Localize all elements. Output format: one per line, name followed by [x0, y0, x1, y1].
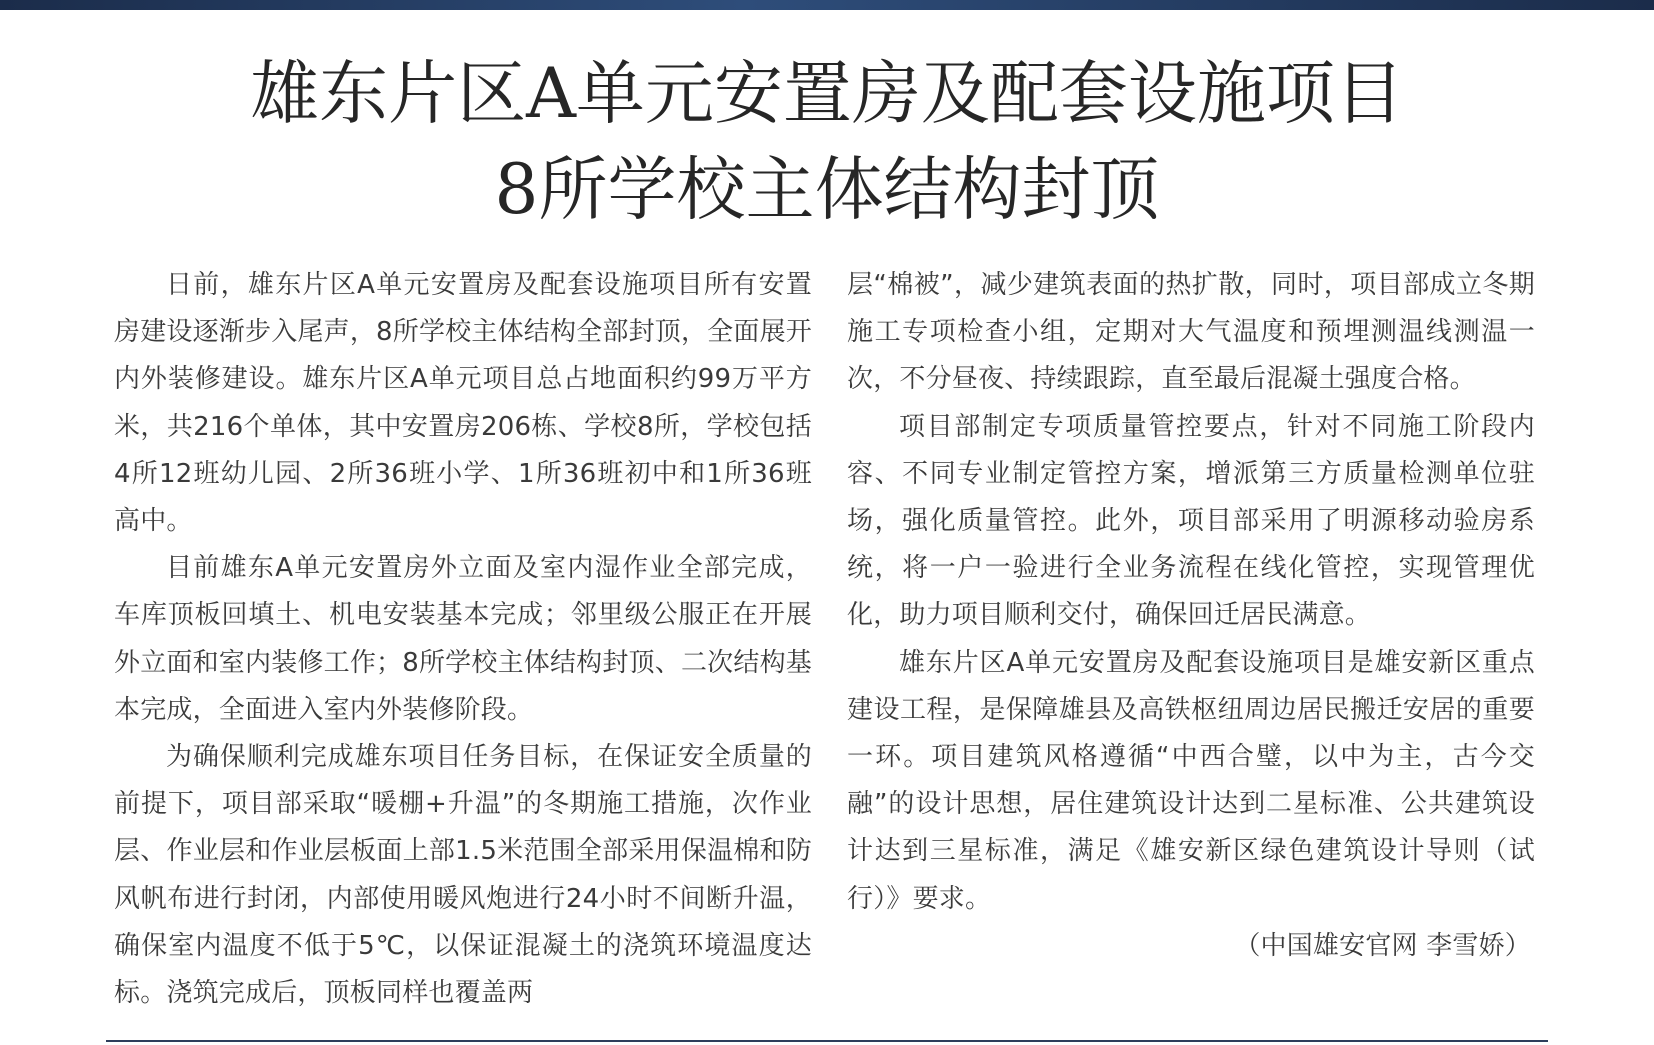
article-right-column	[847, 262, 1535, 970]
paragraph-quality-control: 项目部制定专项质量管控要点，针对不同施工阶段内容、不同专业制定管控方案，增派第三方质量检测单位驻场，强化质量管控。此外，项目部采用了明源移动验房系统，将一户一验进行全业务流程在线化管控，实现管理优化，助力项目顺利交付，确保回迁居民满意。	[847, 411, 1535, 631]
article-byline: （中国雄安官网 李雪娇）	[1234, 930, 1531, 961]
bottom-divider	[106, 1040, 1548, 1042]
paragraph-progress: 目前雄东A单元安置房外立面及室内湿作业全部完成，车库顶板回填土、机电安装基本完成；邻里级公服正在开展外立面和室内装修工作；8所学校主体结构封顶、二次结构基本完成，全面进入室内外装修阶段。	[114, 553, 812, 725]
article-title-line-2: 8所学校主体结构封顶	[494, 150, 1160, 230]
paragraph-project-significance: 雄东片区A单元安置房及配套设施项目是雄安新区重点建设工程，是保障雄县及高铁枢纽周边居民搬迁安居的重要一环。项目建筑风格遵循“中西合璧，以中为主，古今交融”的设计思想，居住建筑设计达到二星标准、公共建筑设计达到三星标准，满足《雄安新区绿色建筑设计导则（试行）》要求。	[847, 647, 1535, 914]
article-left-column	[114, 262, 812, 1017]
article-title-line-1: 雄东片区A单元安置房及配套设施项目	[250, 54, 1404, 134]
paragraph-winter-measures: 为确保顺利完成雄东项目任务目标，在保证安全质量的前提下，项目部采取“暖棚+升温”的冬期施工措施，次作业层、作业层和作业层板面上部1.5米范围全部采用保温棉和防风帆布进行封闭，内部使用暖风炮进行24小时不间断升温，确保室内温度不低于5℃，以保证混凝土的浇筑环境温度达标。浇筑完成后，顶板同样也覆盖两	[114, 742, 812, 1009]
paragraph-winter-measures-continued: 层“棉被”，减少建筑表面的热扩散，同时，项目部成立冬期施工专项检查小组，定期对大气温度和预埋测温线测温一次，不分昼夜、持续跟踪，直至最后混凝土强度合格。	[847, 270, 1535, 395]
paragraph-intro: 日前，雄东片区A单元安置房及配套设施项目所有安置房建设逐渐步入尾声，8所学校主体结构全部封顶，全面展开内外装修建设。雄东片区A单元项目总占地面积约99万平方米，共216个单体，其中安置房206栋、学校8所，学校包括4所12班幼儿园、2所36班小学、1所36班初中和1所36班高中。	[114, 270, 812, 537]
top-decorative-bar	[0, 0, 1654, 10]
